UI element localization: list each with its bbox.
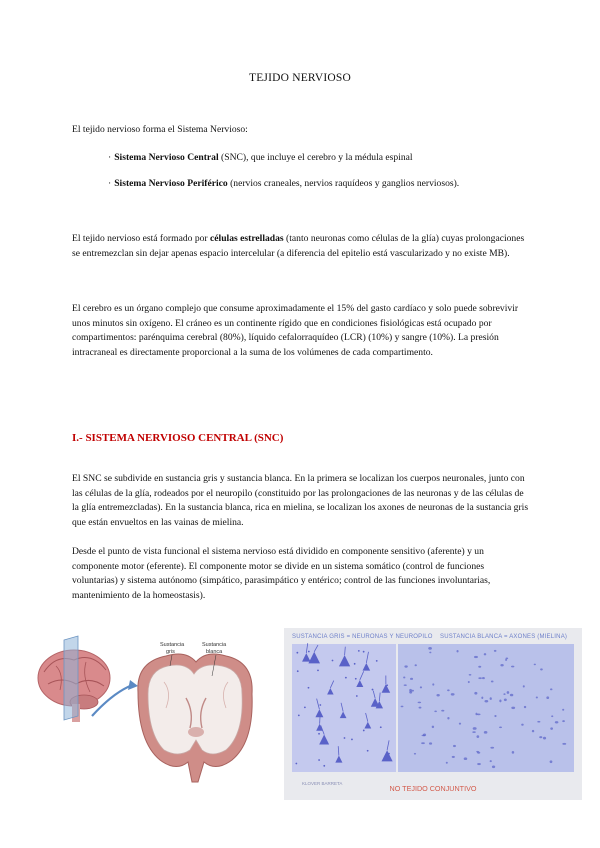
glial-nucleus	[404, 684, 407, 686]
paragraph-function: Desde el punto de vista funcional el sistema nervioso está dividido en componente sensitivo (aferente) y un componente motor (eferente). El componente motor se divide en un sistema somático (control de funciones voluntarias) y sistema autónomo (simpático, parasimpático y entérico; control de las funciones involuntarias, mantenimiento de la homeostasis).	[72, 546, 491, 601]
glial-nucleus	[474, 692, 477, 695]
glial-nucleus	[511, 707, 515, 709]
glial-nucleus	[428, 647, 432, 650]
glial-nucleus	[540, 668, 543, 670]
brain-diagram-svg	[26, 632, 266, 807]
glial-nucleus	[367, 750, 369, 752]
glial-nucleus	[418, 702, 422, 704]
glial-nucleus	[356, 695, 358, 697]
glial-nucleus	[358, 650, 360, 652]
glial-nucleus	[360, 683, 362, 685]
glial-nucleus	[469, 674, 472, 676]
paragraph-cells-pre: El tejido nervioso está formado por	[72, 233, 211, 244]
glial-nucleus	[510, 694, 514, 697]
glial-nucleus	[562, 743, 566, 745]
glial-nucleus	[415, 664, 417, 666]
glial-nucleus	[484, 653, 487, 655]
glial-nucleus	[492, 765, 495, 768]
glial-nucleus	[459, 723, 461, 725]
glial-nucleus	[434, 711, 437, 713]
bullet-snp-term: Sistema Nervioso Periférico	[114, 178, 228, 189]
section-heading: I.- SISTEMA NERVIOSO CENTRAL (SNC)	[72, 432, 284, 444]
bullet-dot: ·	[108, 152, 112, 163]
glial-nucleus	[317, 669, 319, 671]
glial-nucleus	[297, 670, 299, 672]
label-white-line2: blanca	[206, 649, 223, 655]
glial-nucleus	[423, 733, 426, 736]
glial-nucleus	[491, 681, 494, 683]
glial-nucleus	[409, 689, 412, 692]
white-matter-caption: SUSTANCIA BLANCA = AXONES (MIELINA)	[440, 634, 568, 640]
glial-nucleus	[537, 721, 540, 723]
glial-nucleus	[494, 650, 497, 652]
glial-nucleus	[555, 721, 559, 723]
glial-nucleus	[478, 666, 481, 668]
paragraph-cells-post: (tanto neuronas como células de la glía) cuyas prolongaciones se entremezclan sin dejar apenas espacio intercelular (a diferencia del epitelio está vascularizado y no existe MB).	[72, 233, 525, 259]
glial-nucleus	[494, 715, 496, 717]
label-white-line1: Sustancia	[202, 642, 227, 648]
glial-nucleus	[296, 652, 298, 654]
glial-nucleus	[344, 737, 346, 739]
glial-nucleus	[308, 687, 310, 689]
bullet-snp-text: (nervios craneales, nervios raquídeos y ganglios nerviosos).	[227, 178, 460, 189]
paragraph-brain: El cerebro es un órgano complejo que consume aproximadamente el 15% del gasto cardíaco y solo puede sobrevivir unos minutos sin oxígeno. El cráneo es un continente rígido que en condiciones fisiológicas está ocupado por compartimentos: parénquima cerebral (80%), líquido cefalorraquídeo (LCR) (10%) y sangre (10%). La presión intracraneal es directamente proporcional a la suma de los volúmenes de cada compartimento.	[72, 303, 519, 358]
glial-nucleus	[414, 753, 416, 755]
glial-nucleus	[318, 759, 320, 761]
paragraph-snc: El SNC se subdivide en sustancia gris y sustancia blanca. En la primera se localizan los cuerpos neuronales, junto con las células de la glía, rodeados por el neuropilo (constituido por las prolongaciones de las neuronas y de las células de la glía entremezcladas). En la sustancia blanca, rica en mielina, se localizan los axones de neuronas de la sustancia gris que están envueltos en las vainas de mielina.	[72, 473, 529, 528]
glial-nucleus	[363, 651, 365, 653]
glial-nucleus	[388, 753, 390, 755]
glial-nucleus	[550, 760, 553, 763]
glial-nucleus	[550, 688, 552, 690]
glial-nucleus	[323, 765, 325, 767]
glial-nucleus	[539, 736, 542, 738]
glial-nucleus	[453, 745, 456, 747]
glial-nucleus	[351, 739, 353, 741]
white-matter-panel	[398, 644, 574, 772]
glial-nucleus	[499, 700, 501, 703]
glial-nucleus	[476, 735, 479, 738]
intro-paragraph: El tejido nervioso forma el Sistema Nervioso:	[72, 124, 248, 135]
glial-nucleus	[432, 683, 434, 685]
glial-nucleus	[410, 678, 413, 680]
glial-nucleus	[464, 757, 468, 760]
glial-nucleus	[481, 697, 483, 700]
histology-svg	[284, 628, 582, 800]
label-gray-line1: Sustancia	[160, 642, 185, 648]
glial-nucleus	[319, 704, 321, 706]
glial-nucleus	[484, 731, 488, 734]
glial-nucleus	[386, 684, 388, 686]
glial-nucleus	[401, 706, 404, 708]
bullet-snc-term: Sistema Nervioso Central	[114, 152, 219, 163]
glial-nucleus	[546, 696, 549, 699]
glial-nucleus	[512, 751, 514, 754]
glial-nucleus	[536, 697, 538, 699]
glial-nucleus	[452, 756, 455, 758]
glial-nucleus	[318, 733, 320, 735]
glial-nucleus	[505, 659, 507, 661]
glial-nucleus	[490, 747, 494, 749]
glial-nucleus	[484, 700, 488, 702]
glial-nucleus	[543, 737, 546, 740]
glial-nucleus	[505, 657, 508, 659]
no-connective-tissue-caption: NO TEJIDO CONJUNTIVO	[389, 784, 477, 793]
label-gray-line2: gris	[166, 649, 175, 655]
glial-nucleus	[446, 762, 448, 764]
glial-nucleus	[332, 660, 334, 662]
glial-nucleus	[412, 690, 414, 692]
glial-nucleus	[419, 707, 422, 709]
glial-nucleus	[562, 720, 565, 722]
glial-nucleus	[345, 677, 347, 679]
document-title: TEJIDO NERVIOSO	[248, 72, 352, 84]
glial-nucleus	[298, 714, 300, 716]
glial-nucleus	[511, 666, 514, 668]
glial-nucleus	[550, 727, 553, 729]
glial-nucleus	[441, 710, 444, 712]
glial-nucleus	[432, 726, 434, 728]
glial-nucleus	[456, 650, 458, 652]
glial-nucleus	[447, 689, 450, 691]
glial-nucleus	[503, 693, 505, 695]
glial-nucleus	[363, 730, 365, 732]
glial-nucleus	[551, 715, 553, 717]
glial-nucleus	[478, 677, 482, 679]
glial-nucleus	[376, 660, 378, 662]
glial-nucleus	[521, 724, 524, 726]
glial-nucleus	[421, 742, 425, 744]
brain-diagram	[26, 632, 266, 807]
glial-nucleus	[499, 726, 502, 728]
glial-nucleus	[507, 691, 510, 694]
glial-nucleus	[447, 717, 449, 719]
gray-matter-caption: SUSTANCIA GRIS = NEURONAS Y NEUROPILO	[292, 634, 433, 640]
glial-nucleus	[436, 694, 439, 696]
glial-nucleus	[295, 763, 297, 765]
glial-nucleus	[474, 656, 478, 658]
glial-nucleus	[562, 709, 564, 711]
glial-nucleus	[308, 651, 310, 653]
glial-nucleus	[500, 664, 503, 666]
glial-nucleus	[372, 689, 374, 691]
glial-nucleus	[475, 713, 477, 716]
glial-nucleus	[472, 731, 476, 733]
photo-credit: KLOVER BARRETA	[302, 781, 343, 786]
bullet-snc	[108, 151, 528, 166]
glial-nucleus	[354, 663, 356, 665]
glial-nucleus	[380, 726, 382, 728]
glial-nucleus	[524, 706, 526, 708]
paragraph-cells	[72, 232, 532, 261]
glial-nucleus	[420, 686, 422, 688]
glial-nucleus	[504, 698, 507, 701]
glial-nucleus	[355, 678, 357, 680]
glial-nucleus	[477, 763, 481, 765]
bullet-snc-text: (SNC), que incluye el cerebro y la médula espinal	[218, 152, 413, 163]
glial-nucleus	[304, 706, 306, 708]
glial-nucleus	[404, 665, 407, 667]
glial-nucleus	[403, 676, 405, 678]
glial-nucleus	[490, 697, 492, 700]
histology-photo	[284, 628, 582, 800]
glial-nucleus	[317, 715, 319, 717]
bullet-snp	[108, 177, 528, 192]
glial-nucleus	[482, 677, 485, 679]
glial-nucleus	[532, 730, 534, 732]
glial-nucleus	[429, 652, 431, 654]
glial-nucleus	[468, 681, 470, 683]
paragraph-cells-bold: células estrelladas	[210, 233, 284, 244]
glial-nucleus	[451, 693, 455, 695]
glial-nucleus	[429, 742, 432, 744]
glial-nucleus	[490, 760, 492, 762]
glial-nucleus	[473, 727, 477, 730]
glial-nucleus	[523, 685, 525, 687]
glial-nucleus	[534, 664, 536, 666]
bullet-dot: ·	[108, 178, 112, 189]
coronal-brain-section	[138, 654, 252, 782]
glial-nucleus	[476, 751, 479, 753]
